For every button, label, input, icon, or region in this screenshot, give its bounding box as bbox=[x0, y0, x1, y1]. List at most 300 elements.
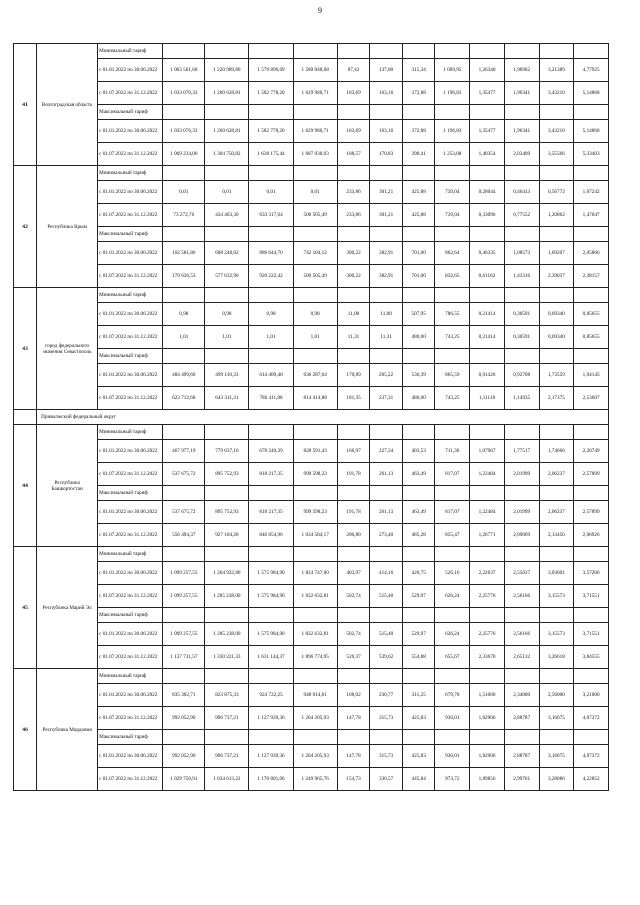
value-cell: 1,47047 bbox=[574, 204, 609, 227]
value-cell: 102 581,86 bbox=[163, 242, 205, 265]
empty-cell bbox=[205, 730, 249, 745]
value-cell: 2,56166 bbox=[504, 623, 539, 646]
empty-cell bbox=[435, 730, 470, 745]
value-cell: 536,39 bbox=[402, 364, 435, 387]
value-cell: 2,34000 bbox=[504, 684, 539, 707]
value-cell: 626,24 bbox=[435, 585, 470, 608]
empty-cell bbox=[470, 105, 505, 120]
empty-cell bbox=[293, 608, 337, 623]
value-cell: 2,55637 bbox=[504, 562, 539, 585]
tariff-row bbox=[14, 242, 609, 265]
value-cell: 0,69340 bbox=[539, 326, 574, 349]
value-cell: 499 110,33 bbox=[205, 364, 249, 387]
value-cell: 1,01 bbox=[249, 326, 293, 349]
value-cell: 643 311,31 bbox=[205, 387, 249, 410]
empty-cell bbox=[370, 44, 403, 59]
value-cell: 636 287,64 bbox=[293, 364, 337, 387]
empty-cell bbox=[402, 105, 435, 120]
value-cell: 1 029 750,91 bbox=[163, 768, 205, 791]
value-cell: 1 099 257,55 bbox=[163, 562, 205, 585]
value-cell: 1 631 144,37 bbox=[249, 646, 293, 669]
value-cell: 529,97 bbox=[402, 585, 435, 608]
empty-cell bbox=[293, 425, 337, 440]
empty-cell bbox=[293, 730, 337, 745]
value-cell: 556 494,37 bbox=[163, 524, 205, 547]
period-cell: с 01.07.2022 по 31.12.2022 bbox=[98, 646, 163, 669]
value-cell: 1 264 922,80 bbox=[205, 562, 249, 585]
value-cell: 1 575 984,90 bbox=[249, 623, 293, 646]
empty-cell bbox=[205, 105, 249, 120]
value-cell: 147,78 bbox=[337, 707, 370, 730]
tariff-type-row bbox=[14, 669, 609, 684]
federal-district-row bbox=[14, 410, 609, 425]
federal-district-name: Приволжский федеральный округ bbox=[37, 410, 609, 425]
tariff-type-label: Минимальный тариф bbox=[98, 288, 163, 303]
value-cell: 1,82906 bbox=[470, 707, 505, 730]
value-cell: 786,55 bbox=[435, 303, 470, 326]
value-cell: 403,97 bbox=[337, 562, 370, 585]
value-cell: 502,74 bbox=[337, 585, 370, 608]
value-cell: 1 033 076,33 bbox=[163, 82, 205, 105]
empty-cell bbox=[574, 730, 609, 745]
value-cell: 992 052,90 bbox=[163, 707, 205, 730]
empty-cell bbox=[249, 349, 293, 364]
empty-cell bbox=[337, 349, 370, 364]
value-cell: 823 875,33 bbox=[205, 684, 249, 707]
tariff-type-label: Минимальный тариф bbox=[98, 669, 163, 684]
value-cell: 999 598,23 bbox=[293, 463, 337, 486]
value-cell: 1 009,95 bbox=[435, 59, 470, 82]
tariff-row bbox=[14, 303, 609, 326]
empty-cell bbox=[470, 349, 505, 364]
value-cell: 1 575 984,90 bbox=[249, 562, 293, 585]
value-cell: 11,00 bbox=[370, 303, 403, 326]
value-cell: 1 099 257,55 bbox=[163, 585, 205, 608]
value-cell: 463,49 bbox=[402, 501, 435, 524]
empty-cell bbox=[504, 227, 539, 242]
value-cell: 2,56166 bbox=[504, 585, 539, 608]
value-cell: 1 127 939,36 bbox=[249, 707, 293, 730]
empty-cell bbox=[402, 349, 435, 364]
tariff-type-label: Минимальный тариф bbox=[98, 547, 163, 562]
value-cell: 3,43210 bbox=[539, 120, 574, 143]
value-cell: 862,64 bbox=[435, 242, 470, 265]
empty-cell bbox=[402, 669, 435, 684]
empty-cell bbox=[205, 486, 249, 501]
period-cell: с 01.01.2022 по 30.06.2022 bbox=[98, 120, 163, 143]
tariff-type-row bbox=[14, 105, 609, 120]
period-cell: с 01.07.2022 по 31.12.2022 bbox=[98, 524, 163, 547]
value-cell: 170,83 bbox=[370, 143, 403, 166]
empty-cell bbox=[504, 608, 539, 623]
value-cell: 3,55566 bbox=[539, 143, 574, 166]
value-cell: 1 196,83 bbox=[435, 82, 470, 105]
empty-cell bbox=[470, 486, 505, 501]
value-cell: 1 896 774,95 bbox=[293, 646, 337, 669]
value-cell: 526,16 bbox=[435, 562, 470, 585]
value-cell: 480,00 bbox=[402, 326, 435, 349]
value-cell: 846 854,96 bbox=[249, 524, 293, 547]
value-cell: 1,22484 bbox=[470, 501, 505, 524]
period-cell: с 01.07.2022 по 31.12.2022 bbox=[98, 585, 163, 608]
empty-cell bbox=[574, 349, 609, 364]
tariff-row bbox=[14, 768, 609, 791]
value-cell: 0,46413 bbox=[504, 181, 539, 204]
value-cell: 1,73559 bbox=[539, 364, 574, 387]
district-number-cell bbox=[14, 410, 37, 425]
value-cell: 1,01 bbox=[205, 326, 249, 349]
value-cell: 1,90902 bbox=[504, 59, 539, 82]
value-cell: 1,51000 bbox=[470, 684, 505, 707]
value-cell: 500 505,49 bbox=[293, 204, 337, 227]
tariff-row bbox=[14, 684, 609, 707]
page-number: 9 bbox=[318, 6, 322, 15]
value-cell: 0,92708 bbox=[504, 364, 539, 387]
value-cell: 382,91 bbox=[370, 242, 403, 265]
period-cell: с 01.01.2022 по 30.06.2022 bbox=[98, 181, 163, 204]
value-cell: 502,74 bbox=[337, 623, 370, 646]
value-cell: 0,56772 bbox=[539, 181, 574, 204]
value-cell: 372,88 bbox=[402, 120, 435, 143]
value-cell: 3,71551 bbox=[574, 623, 609, 646]
empty-cell bbox=[574, 227, 609, 242]
value-cell: 1 249 965,76 bbox=[293, 768, 337, 791]
value-cell: 818 217,35 bbox=[249, 463, 293, 486]
value-cell: 2,33678 bbox=[470, 646, 505, 669]
value-cell: 743,25 bbox=[435, 387, 470, 410]
empty-cell bbox=[163, 608, 205, 623]
empty-cell bbox=[293, 44, 337, 59]
value-cell: 2,88787 bbox=[504, 707, 539, 730]
tariff-type-row bbox=[14, 608, 609, 623]
value-cell: 973,72 bbox=[435, 768, 470, 791]
empty-cell bbox=[337, 669, 370, 684]
empty-cell bbox=[539, 730, 574, 745]
value-cell: 1 220 989,80 bbox=[205, 59, 249, 82]
tariff-row bbox=[14, 585, 609, 608]
value-cell: 1 824 747,00 bbox=[293, 562, 337, 585]
value-cell: 237,21 bbox=[370, 387, 403, 410]
value-cell: 2,05866 bbox=[574, 242, 609, 265]
value-cell: 507,95 bbox=[402, 303, 435, 326]
period-cell: с 01.07.2022 по 31.12.2022 bbox=[98, 143, 163, 166]
empty-cell bbox=[337, 166, 370, 181]
empty-cell bbox=[163, 166, 205, 181]
value-cell: 108,57 bbox=[337, 143, 370, 166]
empty-cell bbox=[370, 486, 403, 501]
empty-cell bbox=[163, 105, 205, 120]
value-cell: 2,88787 bbox=[504, 745, 539, 768]
empty-cell bbox=[205, 669, 249, 684]
value-cell: 4,77925 bbox=[574, 59, 609, 82]
empty-cell bbox=[574, 166, 609, 181]
value-cell: 817,07 bbox=[435, 501, 470, 524]
value-cell: 5,14868 bbox=[574, 120, 609, 143]
value-cell: 205,22 bbox=[370, 364, 403, 387]
empty-cell bbox=[574, 547, 609, 562]
value-cell: 1,20862 bbox=[539, 204, 574, 227]
empty-cell bbox=[402, 227, 435, 242]
value-cell: 526,37 bbox=[337, 646, 370, 669]
tariff-type-label: Минимальный тариф bbox=[98, 166, 163, 181]
value-cell: 2,57899 bbox=[574, 463, 609, 486]
value-cell: 1,96341 bbox=[504, 82, 539, 105]
value-cell: 0,98 bbox=[205, 303, 249, 326]
value-cell: 1 582 778,20 bbox=[249, 82, 293, 105]
empty-cell bbox=[205, 547, 249, 562]
tariff-row bbox=[14, 440, 609, 463]
value-cell: 315,73 bbox=[370, 707, 403, 730]
tariff-row bbox=[14, 265, 609, 288]
empty-cell bbox=[249, 227, 293, 242]
value-cell: 1 170 801,06 bbox=[249, 768, 293, 791]
empty-cell bbox=[402, 425, 435, 440]
empty-cell bbox=[470, 547, 505, 562]
value-cell: 0,61162 bbox=[470, 265, 505, 288]
value-cell: 930,01 bbox=[435, 707, 470, 730]
empty-cell bbox=[337, 486, 370, 501]
empty-cell bbox=[402, 166, 435, 181]
value-cell: 0,01 bbox=[205, 181, 249, 204]
empty-cell bbox=[539, 486, 574, 501]
value-cell: 163,16 bbox=[370, 82, 403, 105]
empty-cell bbox=[435, 166, 470, 181]
value-cell: 2,01999 bbox=[504, 501, 539, 524]
empty-cell bbox=[435, 425, 470, 440]
empty-cell bbox=[370, 547, 403, 562]
empty-cell bbox=[249, 288, 293, 303]
value-cell: 425,83 bbox=[402, 745, 435, 768]
value-cell: 301,21 bbox=[370, 181, 403, 204]
value-cell: 2,56000 bbox=[539, 684, 574, 707]
empty-cell bbox=[504, 288, 539, 303]
region-name: Волгоградская область bbox=[37, 44, 98, 166]
empty-cell bbox=[574, 608, 609, 623]
value-cell: 4,07372 bbox=[574, 745, 609, 768]
value-cell: 1 579 896,09 bbox=[249, 59, 293, 82]
value-cell: 743,25 bbox=[435, 326, 470, 349]
value-cell: 500 505,49 bbox=[293, 265, 337, 288]
value-cell: 5,33403 bbox=[574, 143, 609, 166]
value-cell: 1,01 bbox=[293, 326, 337, 349]
empty-cell bbox=[163, 486, 205, 501]
empty-cell bbox=[370, 288, 403, 303]
value-cell: 2,06237 bbox=[539, 463, 574, 486]
empty-cell bbox=[539, 349, 574, 364]
empty-cell bbox=[205, 288, 249, 303]
empty-cell bbox=[470, 44, 505, 59]
value-cell: 817,07 bbox=[435, 463, 470, 486]
value-cell: 233,86 bbox=[337, 204, 370, 227]
empty-cell bbox=[402, 486, 435, 501]
value-cell: 1 034 613,22 bbox=[205, 768, 249, 791]
tariff-type-label: Максимальный тариф bbox=[98, 227, 163, 242]
empty-cell bbox=[539, 105, 574, 120]
period-cell: с 01.07.2022 по 31.12.2022 bbox=[98, 82, 163, 105]
empty-cell bbox=[163, 288, 205, 303]
period-cell: с 01.07.2022 по 31.12.2022 bbox=[98, 768, 163, 791]
value-cell: 1,07242 bbox=[574, 181, 609, 204]
value-cell: 742 104,12 bbox=[293, 242, 337, 265]
value-cell: 1,94145 bbox=[574, 364, 609, 387]
value-cell: 1,14935 bbox=[504, 387, 539, 410]
region-number: 42 bbox=[14, 166, 37, 288]
tariff-row bbox=[14, 364, 609, 387]
period-cell: с 01.01.2022 по 30.06.2022 bbox=[98, 562, 163, 585]
empty-cell bbox=[402, 288, 435, 303]
empty-cell bbox=[163, 349, 205, 364]
value-cell: 273,40 bbox=[370, 524, 403, 547]
empty-cell bbox=[163, 227, 205, 242]
value-cell: 1 285 238,00 bbox=[205, 585, 249, 608]
region-name: Республика Марий Эл bbox=[37, 547, 98, 669]
empty-cell bbox=[539, 166, 574, 181]
value-cell: 4,07372 bbox=[574, 707, 609, 730]
value-cell: 261,13 bbox=[370, 463, 403, 486]
empty-cell bbox=[402, 44, 435, 59]
value-cell: 73 272,76 bbox=[163, 204, 205, 227]
region-name: Республика Крым bbox=[37, 166, 98, 288]
tariff-row bbox=[14, 524, 609, 547]
value-cell: 1 253,08 bbox=[435, 143, 470, 166]
value-cell: 1 260 628,81 bbox=[205, 82, 249, 105]
empty-cell bbox=[249, 486, 293, 501]
value-cell: 1 127 939,36 bbox=[249, 745, 293, 768]
empty-cell bbox=[470, 669, 505, 684]
empty-cell bbox=[205, 227, 249, 242]
value-cell: 678 240,39 bbox=[249, 440, 293, 463]
empty-cell bbox=[370, 608, 403, 623]
empty-cell bbox=[337, 44, 370, 59]
value-cell: 1 285 238,00 bbox=[205, 623, 249, 646]
empty-cell bbox=[163, 547, 205, 562]
empty-cell bbox=[539, 227, 574, 242]
value-cell: 11,00 bbox=[337, 303, 370, 326]
tariff-type-row bbox=[14, 486, 609, 501]
value-cell: 0,98 bbox=[163, 303, 205, 326]
value-cell: 1 629 980,71 bbox=[293, 82, 337, 105]
period-cell: с 01.01.2022 по 30.06.2022 bbox=[98, 684, 163, 707]
empty-cell bbox=[337, 730, 370, 745]
value-cell: 920 222,42 bbox=[249, 265, 293, 288]
empty-cell bbox=[574, 105, 609, 120]
value-cell: 1 832 632,81 bbox=[293, 585, 337, 608]
value-cell: 537 675,72 bbox=[163, 463, 205, 486]
value-cell: 739,04 bbox=[435, 204, 470, 227]
value-cell: 554,88 bbox=[402, 646, 435, 669]
tariff-row bbox=[14, 745, 609, 768]
value-cell: 484 499,60 bbox=[163, 364, 205, 387]
region-number: 41 bbox=[14, 44, 37, 166]
empty-cell bbox=[504, 486, 539, 501]
value-cell: 480,00 bbox=[402, 387, 435, 410]
value-cell: 2,39037 bbox=[539, 265, 574, 288]
empty-cell bbox=[249, 105, 293, 120]
tariff-type-label: Максимальный тариф bbox=[98, 730, 163, 745]
empty-cell bbox=[337, 105, 370, 120]
value-cell: 3,16075 bbox=[539, 745, 574, 768]
empty-cell bbox=[249, 425, 293, 440]
tariff-type-label: Минимальный тариф bbox=[98, 44, 163, 59]
empty-cell bbox=[504, 730, 539, 745]
value-cell: 2,38157 bbox=[574, 265, 609, 288]
value-cell: 3,15573 bbox=[539, 623, 574, 646]
value-cell: 886 644,70 bbox=[249, 242, 293, 265]
value-cell: 1,08573 bbox=[504, 242, 539, 265]
region-name: Республика Мордовия bbox=[37, 669, 98, 791]
value-cell: 147,78 bbox=[337, 745, 370, 768]
value-cell: 1 330 221,33 bbox=[205, 646, 249, 669]
tariff-row bbox=[14, 59, 609, 82]
empty-cell bbox=[370, 349, 403, 364]
empty-cell bbox=[470, 730, 505, 745]
empty-cell bbox=[337, 227, 370, 242]
empty-cell bbox=[504, 547, 539, 562]
value-cell: 3,15573 bbox=[539, 585, 574, 608]
empty-cell bbox=[539, 669, 574, 684]
value-cell: 0,01 bbox=[293, 181, 337, 204]
empty-cell bbox=[435, 669, 470, 684]
value-cell: 233,86 bbox=[337, 181, 370, 204]
value-cell: 1,96341 bbox=[504, 120, 539, 143]
value-cell: 382,91 bbox=[370, 265, 403, 288]
value-cell: 1 832 632,81 bbox=[293, 623, 337, 646]
value-cell: 996 737,21 bbox=[205, 707, 249, 730]
empty-cell bbox=[249, 730, 293, 745]
value-cell: 103,69 bbox=[337, 120, 370, 143]
value-cell: 1 069 234,00 bbox=[163, 143, 205, 166]
value-cell: 2,09069 bbox=[504, 524, 539, 547]
value-cell: 445,84 bbox=[402, 768, 435, 791]
value-cell: 0,28044 bbox=[470, 181, 505, 204]
value-cell: 11,31 bbox=[370, 326, 403, 349]
region-number: 45 bbox=[14, 547, 37, 669]
value-cell: 170,89 bbox=[337, 364, 370, 387]
empty-cell bbox=[470, 227, 505, 242]
tariff-type-label: Максимальный тариф bbox=[98, 608, 163, 623]
value-cell: 3,43210 bbox=[539, 82, 574, 105]
empty-cell bbox=[163, 669, 205, 684]
tariff-row bbox=[14, 387, 609, 410]
empty-cell bbox=[435, 288, 470, 303]
region-number: 46 bbox=[14, 669, 37, 791]
tariff-type-label: Максимальный тариф bbox=[98, 105, 163, 120]
period-cell: с 01.01.2022 по 30.06.2022 bbox=[98, 623, 163, 646]
empty-cell bbox=[293, 349, 337, 364]
empty-cell bbox=[337, 288, 370, 303]
value-cell: 1 033 076,33 bbox=[163, 120, 205, 143]
empty-cell bbox=[539, 547, 574, 562]
value-cell: 2,25776 bbox=[470, 623, 505, 646]
value-cell: 2,65132 bbox=[504, 646, 539, 669]
value-cell: 1,35477 bbox=[470, 82, 505, 105]
value-cell: 924 722,25 bbox=[249, 684, 293, 707]
value-cell: 655,67 bbox=[435, 646, 470, 669]
value-cell: 179 636,53 bbox=[163, 265, 205, 288]
value-cell: 537 675,72 bbox=[163, 501, 205, 524]
empty-cell bbox=[435, 547, 470, 562]
value-cell: 0,30591 bbox=[504, 326, 539, 349]
empty-cell bbox=[163, 425, 205, 440]
value-cell: 1 099 257,55 bbox=[163, 623, 205, 646]
empty-cell bbox=[574, 669, 609, 684]
empty-cell bbox=[402, 547, 435, 562]
value-cell: 2,57899 bbox=[574, 501, 609, 524]
value-cell: 372,88 bbox=[402, 82, 435, 105]
empty-cell bbox=[435, 608, 470, 623]
value-cell: 0,85655 bbox=[574, 303, 609, 326]
empty-cell bbox=[370, 166, 403, 181]
